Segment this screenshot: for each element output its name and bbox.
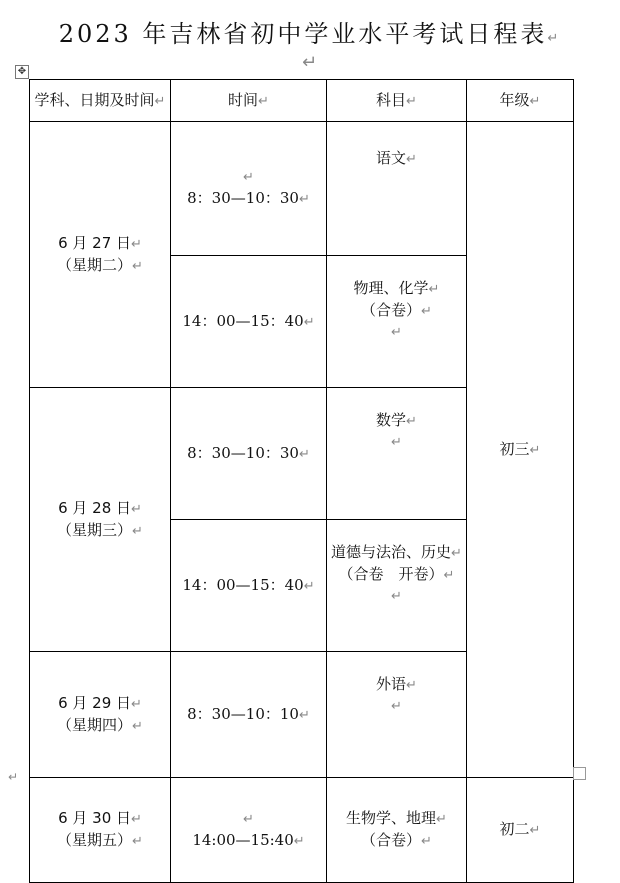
date-cell: 6 月 29 日↵ （星期四）↵ [30, 652, 171, 778]
date-cell: 6 月 30 日↵ （星期五）↵ [30, 778, 171, 883]
table-row [30, 778, 574, 883]
header-cell: 时间↵ [171, 80, 327, 122]
table-row [30, 122, 574, 256]
schedule-table [29, 79, 574, 883]
table-move-handle-icon[interactable]: ✥ [15, 65, 29, 79]
table-header-row [30, 80, 574, 122]
paragraph-mark: ↵ [547, 31, 562, 46]
subject-cell: 外语↵ ↵ [327, 652, 467, 778]
grade-cell: 初三↵ [467, 122, 574, 778]
time-cell: ↵ 14:00—15:40↵ [171, 778, 327, 883]
paragraph-mark: ↵ [8, 770, 19, 784]
page-title [0, 14, 620, 49]
header-cell: 科目↵ [327, 80, 467, 122]
subject-cell: 语文↵ [327, 122, 467, 256]
subject-cell: 道德与法治、历史↵ （合卷 开卷）↵ ↵ [327, 520, 467, 652]
date-cell: 6 月 28 日↵ （星期三）↵ [30, 388, 171, 652]
paragraph-mark: ↵ [302, 52, 318, 73]
subject-cell: 物理、化学↵ （合卷）↵ ↵ [327, 256, 467, 388]
time-cell: 14：00—15：40↵ [171, 256, 327, 388]
time-cell: 8：30—10：10↵ [171, 652, 327, 778]
time-cell: ↵ 8：30—10：30↵ [171, 122, 327, 256]
header-cell: 年级↵ [467, 80, 574, 122]
grade-cell: 初二↵ [467, 778, 574, 883]
subject-cell: 数学↵ ↵ [327, 388, 467, 520]
table-resize-handle-icon[interactable] [573, 767, 586, 780]
date-cell: 6 月 27 日↵ （星期二）↵ [30, 122, 171, 388]
time-cell: 8：30—10：30↵ [171, 388, 327, 520]
header-cell: 学科、日期及时间↵ [30, 80, 171, 122]
subject-cell: 生物学、地理↵ （合卷）↵ [327, 778, 467, 883]
page-title-text: 2023 年吉林省初中学业水平考试日程表 [58, 20, 548, 48]
time-cell: 14：00—15：40↵ [171, 520, 327, 652]
